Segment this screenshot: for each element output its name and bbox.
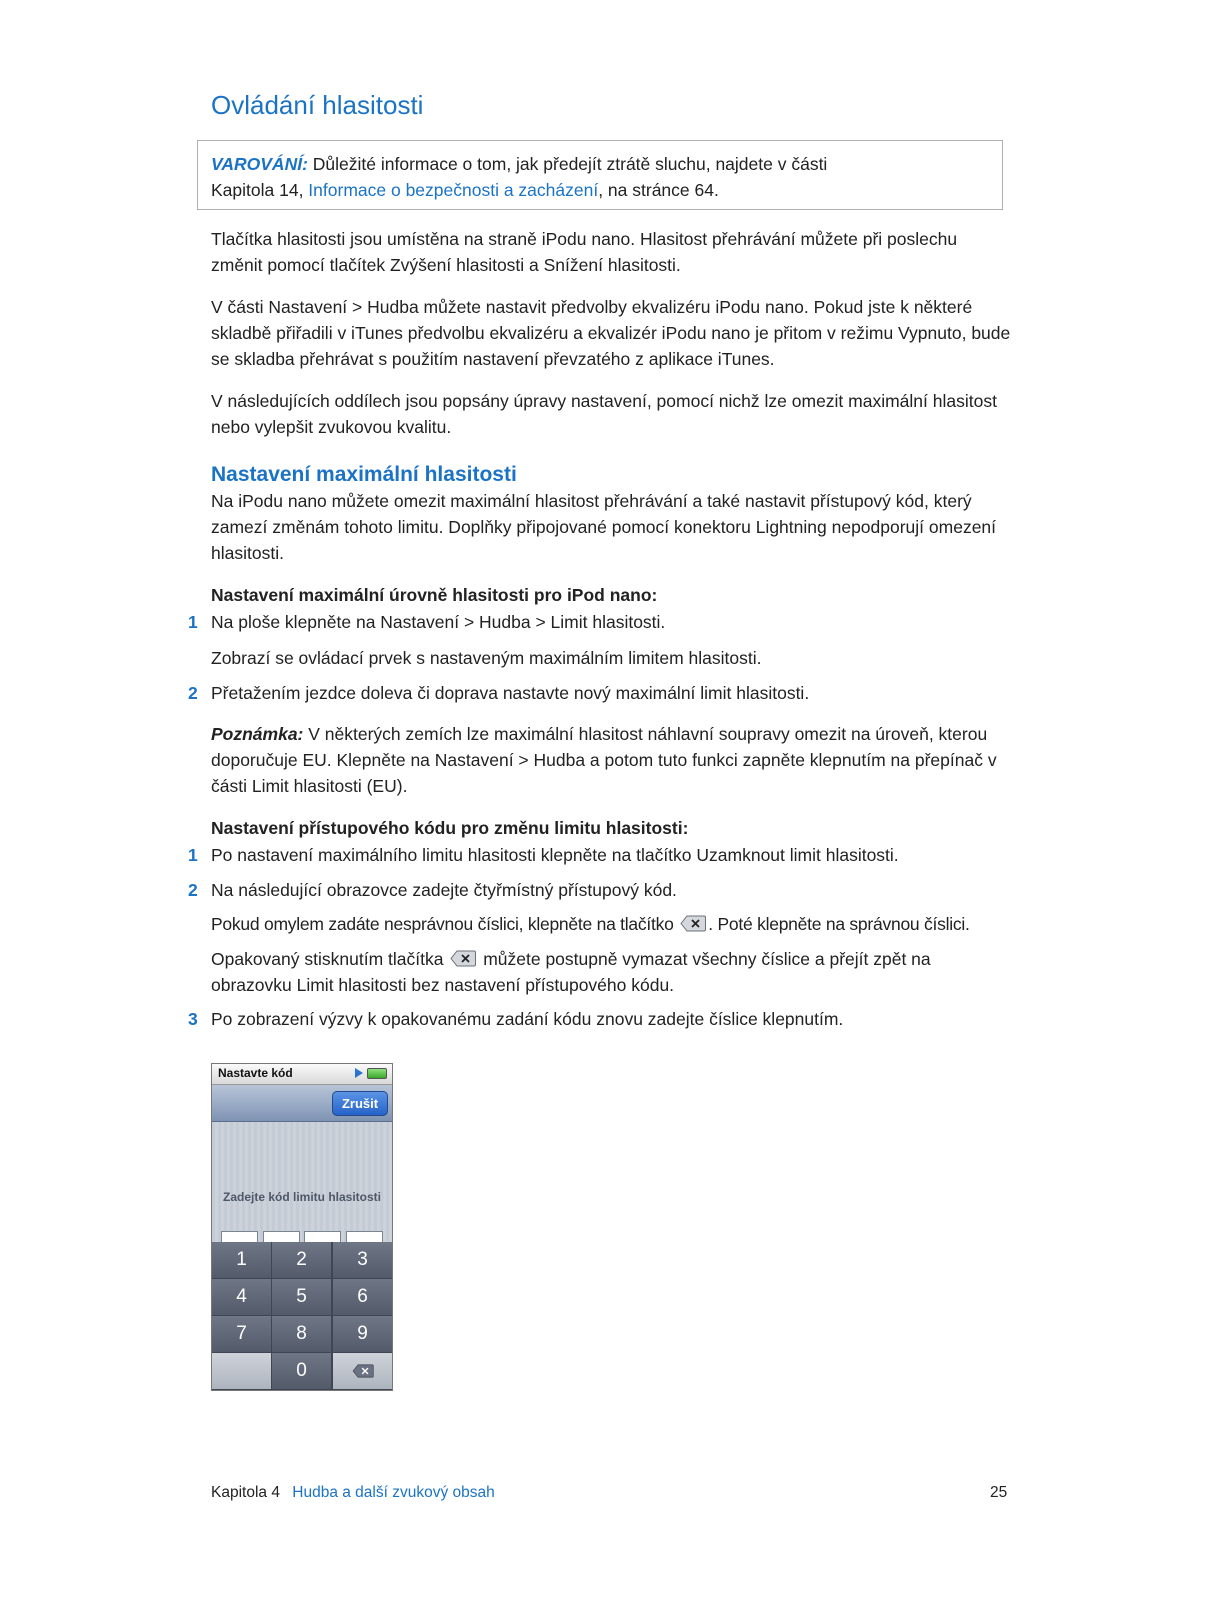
key-9[interactable]: 9 [333,1316,392,1352]
cancel-button[interactable]: Zrušit [332,1091,388,1116]
warning-box [197,140,1003,210]
key-blank [212,1353,271,1389]
paragraph-volume-buttons: Tlačítka hlasitosti jsou umístěna na straně iPodu nano. Hlasitost přehrávání můžete při poslechu změnit pomocí tlačítek Zvýšení hlasitosti a Snížení hlasitosti. [211,229,958,275]
warning-text-1: Důležité informace o tom, jak předejít ztrátě sluchu, najdete v části [307,154,828,174]
page-title: Ovládání hlasitosti [211,90,424,120]
key-6[interactable]: 6 [333,1279,392,1315]
key-2[interactable]: 2 [272,1242,331,1278]
status-bar [212,1064,392,1085]
passcode-prompt: Zadejte kód limitu hlasitosti [222,1190,382,1204]
warning-text-2: Kapitola 14, [211,180,309,200]
section-intro: Na iPodu nano můžete omezit maximální hlasitost přehrávání a také nastavit přístupový kód, který zamezí změnám tohoto limitu. Doplňky připojované pomocí konektoru Lightning nepodporují omezení hlasitosti. [211,491,997,563]
warning-label: VAROVÁNÍ: [211,154,308,174]
key-7[interactable]: 7 [212,1316,271,1352]
note [211,721,1011,799]
key-5[interactable]: 5 [272,1279,331,1315]
footer-chapter-title[interactable]: Hudba a další zvukový obsah [292,1484,495,1501]
paragraph-equalizer: V části Nastavení > Hudba můžete nastavit předvolby ekvalizéru iPodu nano. Pokud jste k některé skladbě přiřadili v iTunes předvolbu ekvalizéru a ekvalizér iPodu nano je přitom v režimu Vypnuto, bude se skladba přehrávat s použitím nastavení převzatého z aplikace iTunes. [211,297,1011,369]
status-title: Nastavte kód [218,1066,293,1080]
step-number: 2 [188,683,198,703]
note-label: Poznámka: [211,724,304,744]
delete-key-icon [352,1364,374,1378]
page-number: 25 [990,1484,1008,1501]
delete-key-icon [680,915,706,932]
repeat-delete-text-b: můžete postupně vymazat všechny číslice a přejít zpět na obrazovku Limit hlasitosti bez nastavení přístupového kódu. [211,949,931,995]
paragraph-sections: V následujících oddílech jsou popsány úpravy nastavení, pomocí nichž lze omezit maximální hlasitost nebo vylepšit zvukovou kvalitu. [211,391,997,437]
key-3[interactable]: 3 [333,1242,392,1278]
keypad [212,1242,392,1390]
task1-step-1: Na ploše klepněte na Nastavení > Hudba > Limit hlasitosti. [211,612,666,632]
task2-step-1: Po nastavení maximálního limitu hlasitosti klepněte na tlačítko Uzamknout limit hlasitosti. [211,845,899,865]
footer-chapter [211,1483,495,1503]
repeat-delete-text-a: Opakovaný stisknutím tlačítka [211,949,449,969]
task2-title: Nastavení přístupového kódu pro změnu limitu hlasitosti: [211,818,689,838]
section-title: Nastavení maximální hlasitosti [211,463,517,486]
wrong-digit-text-b: . Poté klepněte na správnou číslici. [708,914,970,934]
key-4[interactable]: 4 [212,1279,271,1315]
nav-bar [212,1085,392,1122]
task2-wrong-digit [211,911,1011,937]
task1-result: Zobrazí se ovládací prvek s nastaveným maximálním limitem hlasitosti. [211,648,762,668]
step-number: 1 [188,612,198,632]
task2-step-3: Po zobrazení výzvy k opakovanému zadání kódu znovu zadejte číslice klepnutím. [211,1009,844,1029]
delete-key[interactable] [333,1353,392,1389]
safety-link[interactable]: Informace o bezpečnosti a zacházení [308,180,599,200]
key-0[interactable]: 0 [272,1353,331,1389]
warning-text-3: , na stránce 64. [598,180,719,200]
delete-key-icon [450,950,476,967]
note-text: V některých zemích lze maximální hlasitost náhlavní soupravy omezit na úroveň, kterou doporučuje EU. Klepněte na Nastavení > Hudba a potom tuto funkci zapněte klepnutím na přepínač v části Limit hlasitosti (EU). [211,724,997,796]
task2-repeat-delete [211,946,1011,998]
step-number: 3 [188,1009,198,1029]
step-number: 2 [188,880,198,900]
play-icon [355,1068,363,1078]
key-1[interactable]: 1 [212,1242,271,1278]
task1-title: Nastavení maximální úrovně hlasitosti pro iPod nano: [211,585,658,605]
step-number: 1 [188,845,198,865]
wrong-digit-text-a: Pokud omylem zadáte nesprávnou číslici, klepněte na tlačítko [211,914,679,934]
key-8[interactable]: 8 [272,1316,331,1352]
passcode-screen [211,1063,393,1391]
battery-icon [367,1068,387,1079]
task2-step-2: Na následující obrazovce zadejte čtyřmístný přístupový kód. [211,880,677,900]
footer-chapter-number: Kapitola 4 [211,1484,280,1501]
task1-step-2: Přetažením jezdce doleva či doprava nastavte nový maximální limit hlasitosti. [211,683,810,703]
